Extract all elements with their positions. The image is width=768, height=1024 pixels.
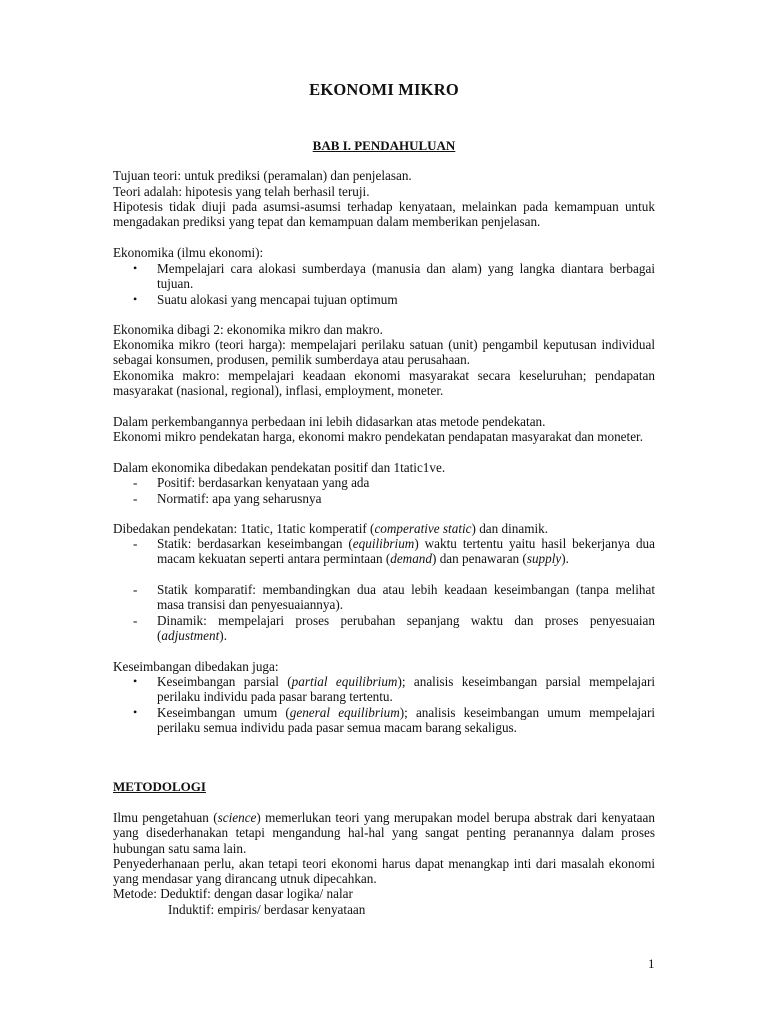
paragraph-5: Ekonomika dibagi 2: ekonomika mikro dan makro. [113,322,383,337]
paragraph-11: Dibedakan pendekatan: 1tatic, 1tatic komperatif (comperative static) dan dinamik. [113,521,549,536]
paragraph-16: Induktif: empiris/ berdasar kenyataan [168,902,366,917]
dash-marker: - [133,613,138,628]
list-item: • Keseimbangan umum (general equilibrium); analisis keseimbangan umum mempelajari perilaku semua individu pada pasar semua macam barang sekaligus. [133,705,656,736]
paragraph-9: Ekonomi mikro pendekatan harga, ekonomi makro pendekatan pendapatan masyarakat dan moneter. [113,429,644,444]
bullet-icon: • [133,261,138,275]
paragraph-7: Ekonomika makro: mempelajari keadaan ekonomi masyarakat secara keseluruhan; pendapatan masyarakat (nasional, regional), inflasi, employment, moneter. [113,368,655,399]
paragraph-4: Ekonomika (ilmu ekonomi): [113,245,264,260]
paragraph-10: Dalam ekonomika dibedakan pendekatan positif dan 1tatic1ve. [113,460,446,475]
list-item: - Statik: berdasarkan keseimbangan (equilibrium) waktu tertentu yaitu hasil bekerjanya dua macam kekuatan seperti antara permintaan (demand) dan penawaran (supply). [133,536,655,567]
paragraph-15: Metode: Deduktif: dengan dasar logika/ nalar [113,886,353,901]
bullet-icon: • [133,292,138,306]
paragraph-8: Dalam perkembangannya perbedaan ini lebih didasarkan atas metode pendekatan. [113,414,546,429]
dash-marker: - [133,536,138,551]
paragraph-13: Ilmu pengetahuan (science) memerlukan teori yang merupakan model berupa abstrak dari kenyataan yang disederhanakan tetapi mengandung hal-hal yang sangat penting peranannya dalam proses hubungan satu sama lain. [113,810,655,856]
list-item: • Keseimbangan parsial (partial equilibrium); analisis keseimbangan parsial mempelajari perilaku individu pada pasar barang tertentu. [133,674,655,705]
list-item: • Mempelajari cara alokasi sumberdaya (manusia dan alam) yang langka diantara berbagai tujuan. [133,261,655,292]
dash-marker: - [133,582,138,597]
document-title: EKONOMI MIKRO [309,80,459,99]
list-item: - Statik komparatif: membandingkan dua atau lebih keadaan keseimbangan (tanpa melihat masa transisi dan penyesuaiannya). [133,582,655,613]
section-heading: METODOLOGI [113,779,206,794]
dash-marker: - [133,491,138,506]
dash-marker: - [133,475,138,490]
page-number: 1 [648,956,655,971]
bullet-icon: • [133,674,138,688]
list-item: • Suatu alokasi yang mencapai tujuan optimum [133,292,398,307]
list-item: - Dinamik: mempelajari proses perubahan sepanjang waktu dan proses penyesuaian (adjustment). [133,613,655,644]
paragraph-2: Teori adalah: hipotesis yang telah berhasil teruji. [113,184,370,199]
list-item: - Positif: berdasarkan kenyataan yang ada [133,475,370,490]
chapter-heading: BAB I. PENDAHULUAN [312,138,456,153]
list-item: - Normatif: apa yang seharusnya [133,491,322,506]
paragraph-14: Penyederhanaan perlu, akan tetapi teori ekonomi harus dapat menangkap inti dari masalah ekonomi yang mendasar yang dirancang utnuk dipecahkan. [113,856,655,887]
paragraph-1: Tujuan teori: untuk prediksi (peramalan) dan penjelasan. [113,168,412,183]
paragraph-3: Hipotesis tidak diuji pada asumsi-asumsi terhadap kenyataan, melainkan pada kemampuan untuk mengadakan prediksi yang tepat dan kemampuan dalam memberikan penjelasan. [113,199,655,230]
paragraph-6: Ekonomika mikro (teori harga): mempelajari perilaku satuan (unit) pengambil keputusan individual sebagai konsumen, produsen, pemilik sumberdaya atau perusahaan. [113,337,655,368]
paragraph-12: Keseimbangan dibedakan juga: [113,659,279,674]
bullet-icon: • [133,705,138,719]
